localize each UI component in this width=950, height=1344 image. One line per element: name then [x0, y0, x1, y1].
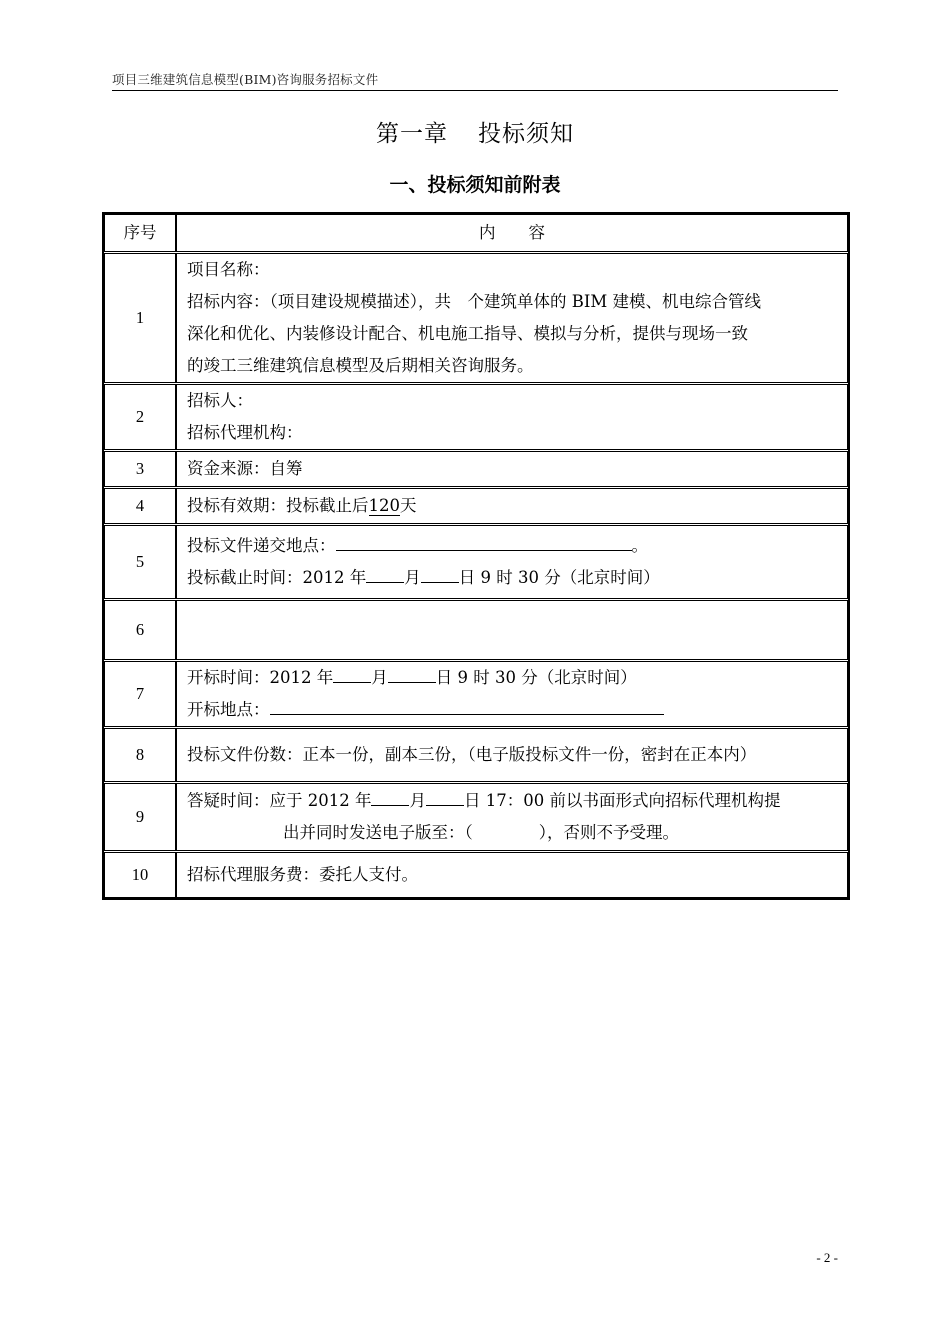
- row-number: 3: [104, 451, 176, 487]
- deadline-line: 投标截止时间：2012 年 月 日 9 时 30 分（北京时间）: [187, 562, 837, 594]
- row-number: 6: [104, 600, 176, 660]
- bid-instructions-table: [102, 212, 850, 900]
- table-row: [104, 600, 848, 660]
- scope-line: 深化和优化、内装修设计配合、机电施工指导、模拟与分析，提供与现场一致: [187, 324, 748, 343]
- running-header: 项目三维建筑信息模型(BIM)咨询服务招标文件: [112, 70, 838, 91]
- row-number: 8: [104, 728, 176, 782]
- agency-fee: 招标代理服务费：委托人支付。: [176, 852, 848, 898]
- copies-required: 投标文件份数：正本一份，副本三份，（电子版投标文件一份，密封在正本内）: [176, 728, 848, 782]
- blank-underline: [270, 694, 664, 715]
- row-content: [176, 661, 848, 727]
- blank-underline: [333, 662, 371, 683]
- agency-line: 招标代理机构：: [187, 423, 303, 442]
- table-row: [104, 488, 848, 524]
- scope-line: 招标内容：（项目建设规模描述），共 个建筑单体的 BIM 建模、机电综合管线: [187, 292, 762, 311]
- row-content: [176, 525, 848, 599]
- project-name-line: 项目名称：: [187, 260, 270, 279]
- row-number: 4: [104, 488, 176, 524]
- opening-location-line: 开标地点：: [187, 694, 837, 726]
- table-row: [104, 384, 848, 450]
- table-row: [104, 728, 848, 782]
- clarification-time-line: 答疑时间：应于 2012 年 月 日 17：00 前以书面形式向招标代理机构提: [187, 785, 837, 817]
- row-number: 9: [104, 783, 176, 851]
- table-row: [104, 525, 848, 599]
- row-content: [176, 384, 848, 450]
- header-serial-number: 序号: [104, 214, 176, 252]
- row-content-empty: [176, 600, 848, 660]
- submission-location-line: 投标文件递交地点： 。: [187, 530, 837, 562]
- row-content: [176, 783, 848, 851]
- row-number: 2: [104, 384, 176, 450]
- row-number: 10: [104, 852, 176, 898]
- table-row: [104, 451, 848, 487]
- chapter-number: 第一章: [376, 121, 448, 147]
- chapter-name: 投标须知: [478, 121, 574, 147]
- row-number: 5: [104, 525, 176, 599]
- clarification-email-line: 出并同时发送电子版至：（ ），否则不予受理。: [283, 823, 679, 842]
- blank-underline: [366, 562, 404, 583]
- scope-line: 的竣工三维建筑信息模型及后期相关咨询服务。: [187, 356, 534, 375]
- table-header-row: [104, 214, 848, 252]
- blank-underline: [388, 662, 436, 683]
- blank-underline: [426, 785, 464, 806]
- table-row: [104, 253, 848, 383]
- table-row: [104, 852, 848, 898]
- funding-source: 资金来源：自筹: [176, 451, 848, 487]
- page-number: - 2 -: [816, 1250, 838, 1265]
- chapter-title: [0, 115, 950, 148]
- validity-period: 投标有效期：投标截止后120天: [176, 488, 848, 524]
- section-title: 一、投标须知前附表: [389, 174, 561, 196]
- header-content: 内 容: [176, 214, 848, 252]
- row-number: 7: [104, 661, 176, 727]
- table-row: [104, 783, 848, 851]
- tenderer-line: 招标人：: [187, 391, 253, 410]
- blank-underline: [336, 530, 632, 551]
- validity-days: 120: [368, 496, 400, 515]
- row-content: [176, 253, 848, 383]
- blank-underline: [421, 562, 459, 583]
- opening-time-line: 开标时间：2012 年 月 日 9 时 30 分（北京时间）: [187, 662, 837, 694]
- table-row: [104, 661, 848, 727]
- row-number: 1: [104, 253, 176, 383]
- blank-underline: [371, 785, 409, 806]
